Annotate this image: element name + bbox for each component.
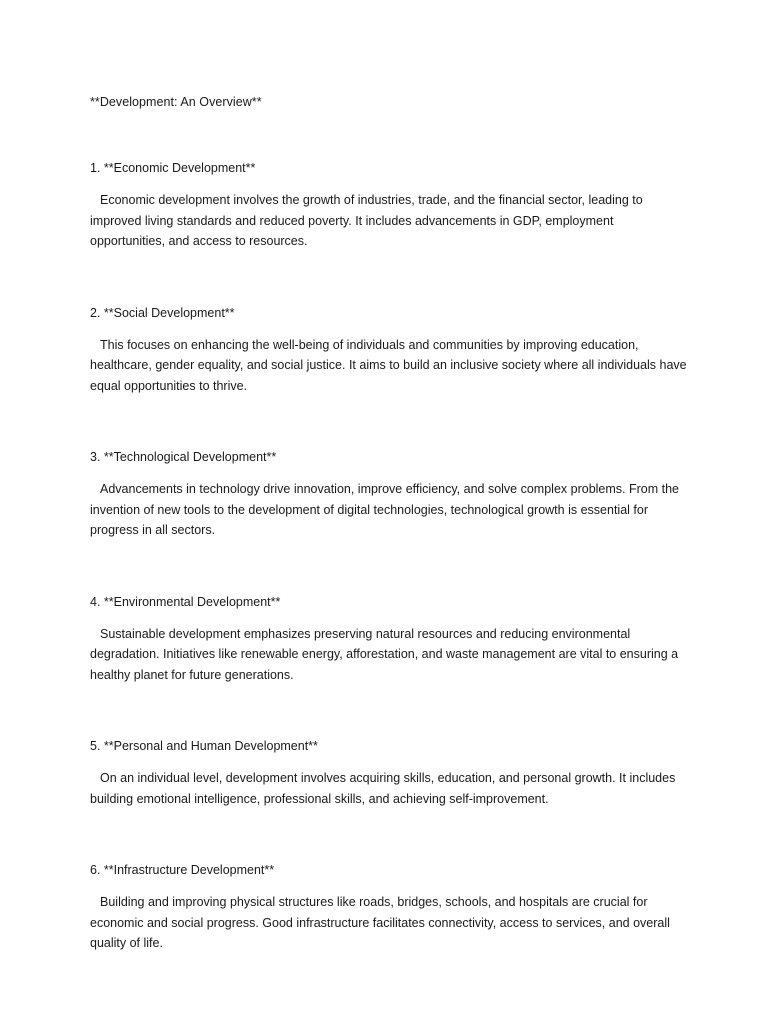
section-personal-human-development (90, 736, 690, 809)
section-body: Advancements in technology drive innovation, improve efficiency, and solve complex problems. From the invention of new tools to the development of digital technologies, technological growth is essential for progress in all sectors. (90, 482, 679, 537)
section-body: On an individual level, development involves acquiring skills, education, and personal growth. It includes building emotional intelligence, professional skills, and achieving self-improvement. (90, 771, 676, 806)
section-body: This focuses on enhancing the well-being of individuals and communities by improving education, healthcare, gender equality, and social justice. It aims to build an inclusive society where all individuals have equal opportunities to thrive. (90, 337, 687, 393)
section-heading: 4. **Environmental Development** (90, 594, 281, 609)
section-heading: 2. **Social Development** (90, 305, 235, 320)
section-heading: 1. **Economic Development** (90, 161, 256, 175)
section-environmental-development (90, 592, 690, 686)
section-economic-development (90, 158, 690, 252)
section-heading: 6. **Infrastructure Development** (90, 863, 275, 877)
section-body: Sustainable development emphasizes preserving natural resources and reducing environmental degradation. Initiatives like renewable energy, afforestation, and waste management are vital to ensuring a healthy planet for future generations. (90, 626, 679, 682)
section-heading: 3. **Technological Development** (90, 450, 277, 464)
section-heading: 5. **Personal and Human Development** (90, 739, 318, 753)
document-content (90, 92, 690, 954)
section-infrastructure-development (90, 860, 690, 954)
section-technological-development (90, 447, 690, 541)
section-social-development (90, 303, 690, 397)
document-title: **Development: An Overview** (90, 95, 262, 109)
section-body: Economic development involves the growth of industries, trade, and the financial sector, leading to improved living standards and reduced poverty. It includes advancements in GDP, employment opportunities, and access to resources. (90, 193, 643, 248)
section-body: Building and improving physical structures like roads, bridges, schools, and hospitals are crucial for economic and social progress. Good infrastructure facilitates connectivity, access to services, and overall quality of life. (90, 895, 670, 950)
